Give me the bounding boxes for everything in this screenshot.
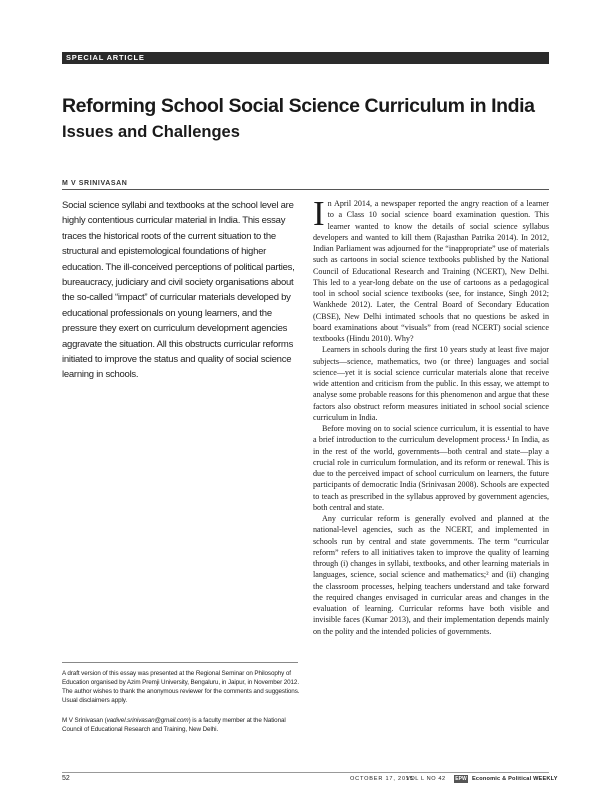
body-paragraph <box>313 194 549 344</box>
author-note <box>62 716 300 734</box>
article-body <box>313 194 549 637</box>
body-paragraph: Any curricular reform is generally evolved and planned at the national-level agencies, such as the NCERT, and implemented in schools run by central and state governments. The term “curricular reform” refers to all initiatives taken to improve the quality of learning through (i) changes in syllabi, textbooks, and other learning materials in languages, science, social science and mathematics;² and (ii) changing the classroom processes, helping teachers understand and take forward the required changes envisaged in curricular areas and changes in the evaluation of learning. Curricular reforms have both visible and invisible faces (Kumar 2013), and their implementation depends mainly on the polity and the intended policies of governments. <box>313 514 549 636</box>
article-subtitle: Issues and Challenges <box>62 123 240 141</box>
page-number: 52 <box>62 775 70 782</box>
draft-note: A draft version of this essay was presented at the Regional Seminar on Philosophy of Education organised by Azim Premji University, Bengaluru, in Jaipur, in November 2012. The author wishes to thank the anonymous reviewer for the comments and suggestions. Usual disclaimers apply. <box>62 670 300 704</box>
body-paragraph-text: n April 2014, a newspaper reported the angry reaction of a learner to a Class 10 social science board examination question. This learner wanted to know the details of social science syllabus developers and wanted to kill them (Rajasthan Patrika 2014). In 2012, Indian Parliament was adjourned for the “inappropriate” use of materials such as cartoons in social science textbooks published by the National Council of Educational Research and Training (NCERT), New Delhi. This led to a year-long debate on the use of cartoons as a pedagogical tool in school social science textbooks (see, for instance, Singh 2012; Wankhede 2012). Later, the Central Board of Secondary Education (CBSE), New Delhi intimated schools that no questions be asked in board examinations about “visuals” from (read NCERT) social science textbooks (Hindu 2010). Why? <box>313 199 549 343</box>
author-note-name: M V Srinivasan ( <box>62 717 107 724</box>
footnote-divider <box>62 662 298 663</box>
author-email: vadivel.srinivasan@gmail.com <box>106 717 189 724</box>
footer-divider <box>62 772 549 773</box>
article-title: Reforming School Social Science Curriculum in India <box>62 95 535 117</box>
section-label: SPECIAL ARTICLE <box>66 53 145 62</box>
issue-volume: VOL L NO 42 <box>406 776 446 782</box>
author-byline: M V SRINIVASAN <box>62 180 128 187</box>
author-note-rest: ) is a faculty member at the National Council of Educational Research and Training, New Delhi. <box>62 717 286 733</box>
drop-cap: I <box>313 194 325 233</box>
issue-date: OCTOBER 17, 2015 <box>350 776 414 782</box>
body-paragraph: Learners in schools during the first 10 years study at least five major subjects—science, mathematics, two (or three) languages and social science—yet it is social science curricular materials alone that receive wide attention and criticism from the public. In this essay, we attempt to analyse some probable reasons for this phenomenon and argue that these factors also obstruct reform measures initiated in school social science curriculum in India. <box>313 345 549 422</box>
body-paragraph: Before moving on to social science curriculum, it is essential to have a brief introduction to the curriculum development process.¹ In India, as in the rest of the world, governments—both central and state—play a crucial role in curriculum formulation, and its reform or renewal. This is due to the perceived impact of school curriculum on learners, the future participants of democratic India (Srinivasan 2008). Schools are expected to teach as prescribed in the syllabus approved by government agencies, both central and state. <box>313 424 549 512</box>
divider <box>62 189 549 190</box>
journal-name: Economic & Political WEEKLY <box>472 776 558 782</box>
abstract: Social science syllabi and textbooks at the school level are highly contentious curricular material in India. This essay traces the historical roots of the current situation to the structural and epistemological foundations of higher education. The ill-conceived perceptions of political parties, bureaucracy, judiciary and civil society organisations about the so-called “impact” of curricular materials developed by educational professionals on young learners, and the pressure they exert on curriculum development agencies aggravate the situation. All this obstructs curricular reforms initiated to improve the status and quality of social science learning in schools. <box>62 200 295 381</box>
epw-logo: EPW <box>455 776 467 782</box>
